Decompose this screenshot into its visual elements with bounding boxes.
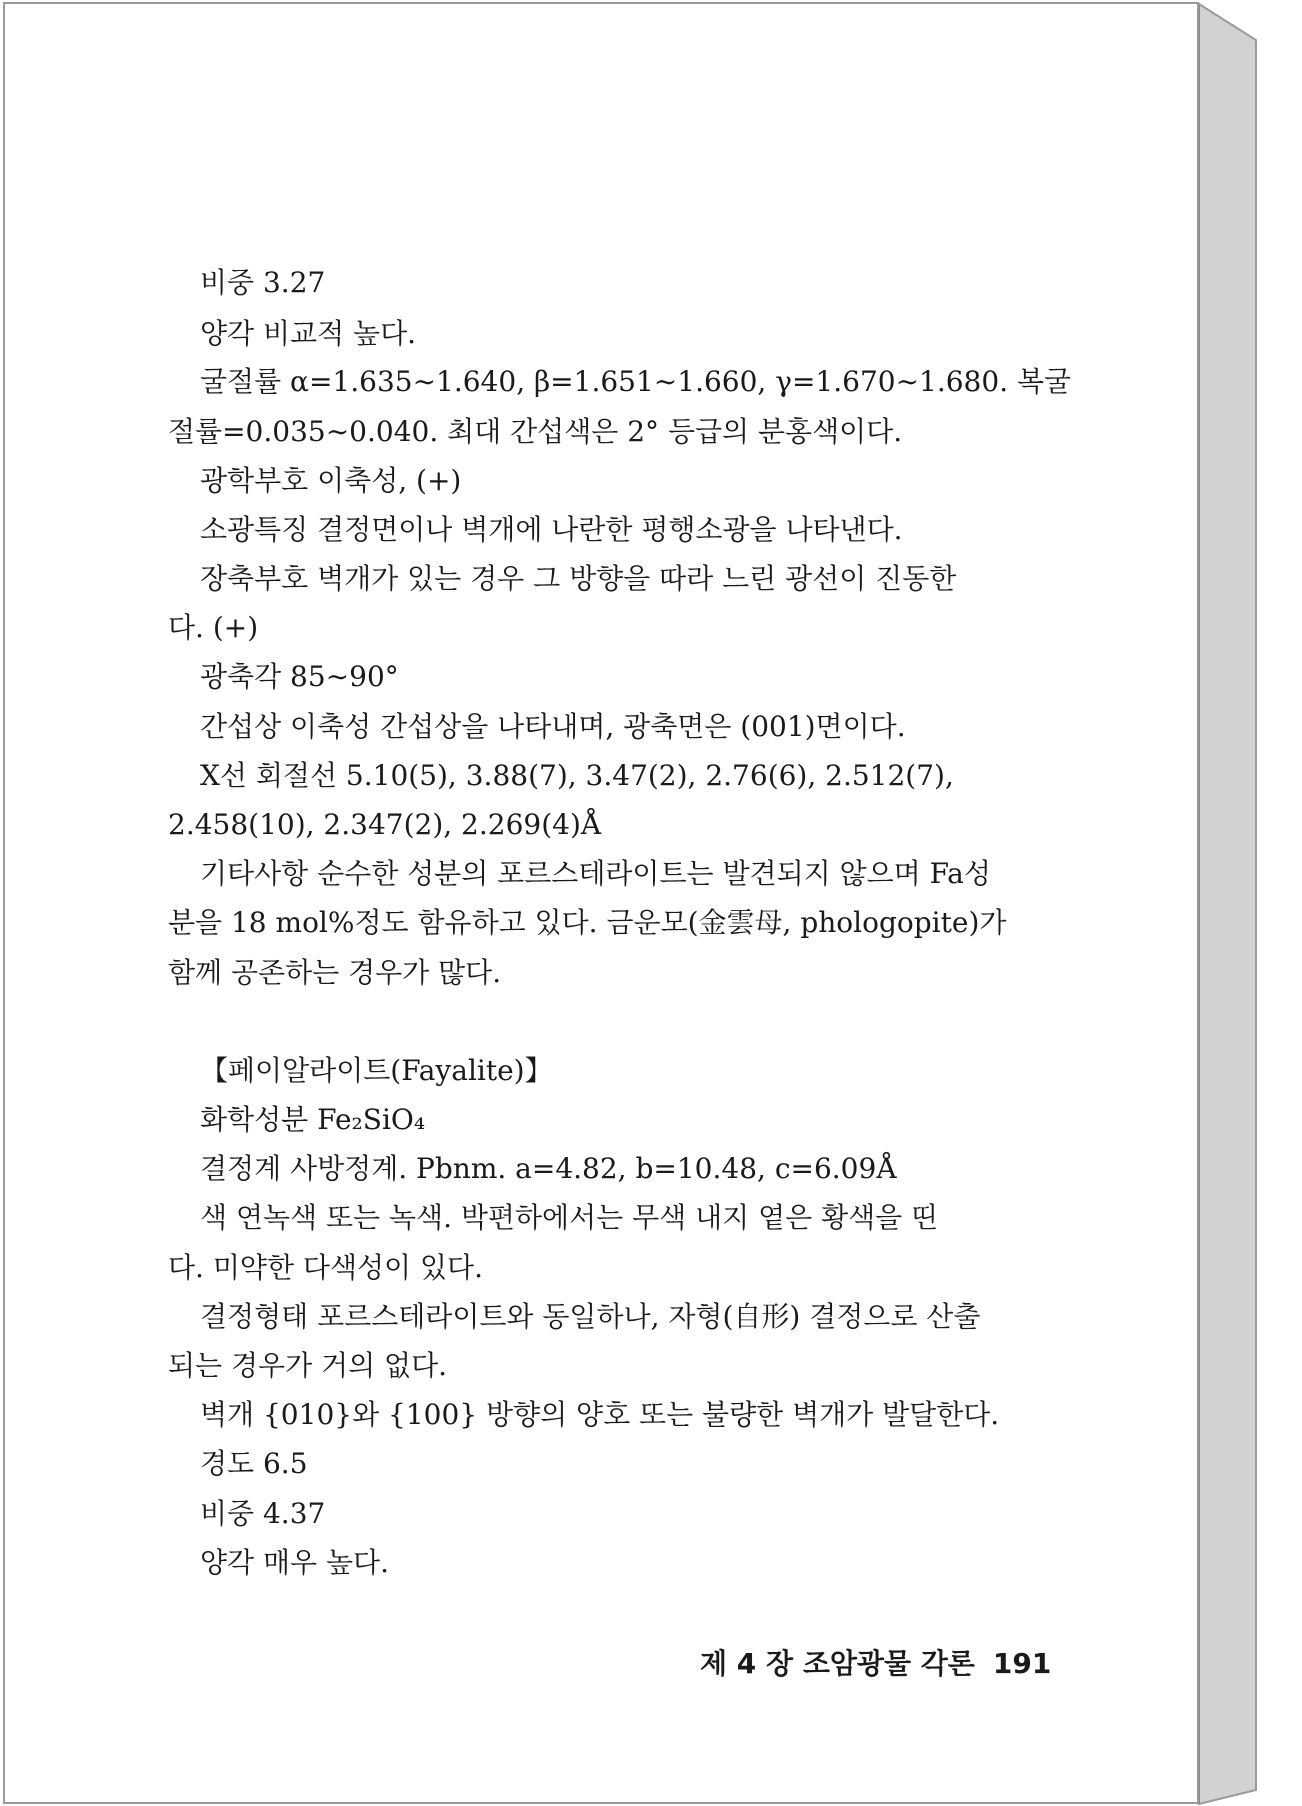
text-line: 소광특징 결정면이나 벽개에 나란한 평행소광을 나타낸다. [200,513,903,546]
text-line: 비중 4.37 [200,1497,326,1530]
text-line: 2.458(10), 2.347(2), 2.269(4)Å [168,808,602,841]
chapter-title: 제 4 장 조암광물 각론 [700,1647,975,1680]
text-line: 화학성분 Fe₂SiO₄ [200,1103,426,1136]
text-line: 함께 공존하는 경우가 많다. [168,956,502,989]
text-line: 비중 3.27 [200,266,326,299]
text-line: X선 회절선 5.10(5), 3.88(7), 3.47(2), 2.76(6), 2.512(7), [200,759,954,792]
text-line: 광축각 85∼90° [200,660,399,693]
text-line: 양각 비교적 높다. [200,317,417,350]
book-page [3,2,1199,1804]
text-line: 굴절률 α=1.635∼1.640, β=1.651∼1.660, γ=1.670∼1.680. 복굴 [200,365,1072,398]
text-line: 다. (+) [168,611,259,644]
text-line: 기타사항 순수한 성분의 포르스테라이트는 발견되지 않으며 Fa성 [200,857,991,890]
text-line: 경도 6.5 [200,1447,308,1480]
text-line: 양각 매우 높다. [200,1546,389,1579]
page-number: 191 [992,1647,1052,1680]
text-line: 색 연녹색 또는 녹색. 박편하에서는 무색 내지 옅은 황색을 띤 [200,1201,939,1234]
text-line: 결정형태 포르스테라이트와 동일하나, 자형(自形) 결정으로 산출 [200,1300,981,1333]
page-footer [700,1646,1051,1682]
text-line: 절률=0.035∼0.040. 최대 간섭색은 2° 등급의 분홍색이다. [168,415,903,448]
text-line: 결정계 사방정계. Pbnm. a=4.82, b=10.48, c=6.09Å [200,1152,897,1185]
text-line: 벽개 {010}와 {100} 방향의 양호 또는 불량한 벽개가 발달한다. [200,1398,1000,1431]
section-heading: 【페이알라이트(Fayalite)】 [200,1054,553,1087]
text-line: 간섭상 이축성 간섭상을 나타내며, 광축면은 (001)면이다. [200,710,906,743]
text-line: 광학부호 이축성, (+) [200,464,462,497]
text-line: 분을 18 mol%정도 함유하고 있다. 금운모(金雲母, phologopite)가 [168,906,1007,939]
text-line: 다. 미약한 다색성이 있다. [168,1251,483,1284]
text-line: 되는 경우가 거의 없다. [168,1349,448,1382]
text-line: 장축부호 벽개가 있는 경우 그 방향을 따라 느린 광선이 진동한 [200,562,957,595]
